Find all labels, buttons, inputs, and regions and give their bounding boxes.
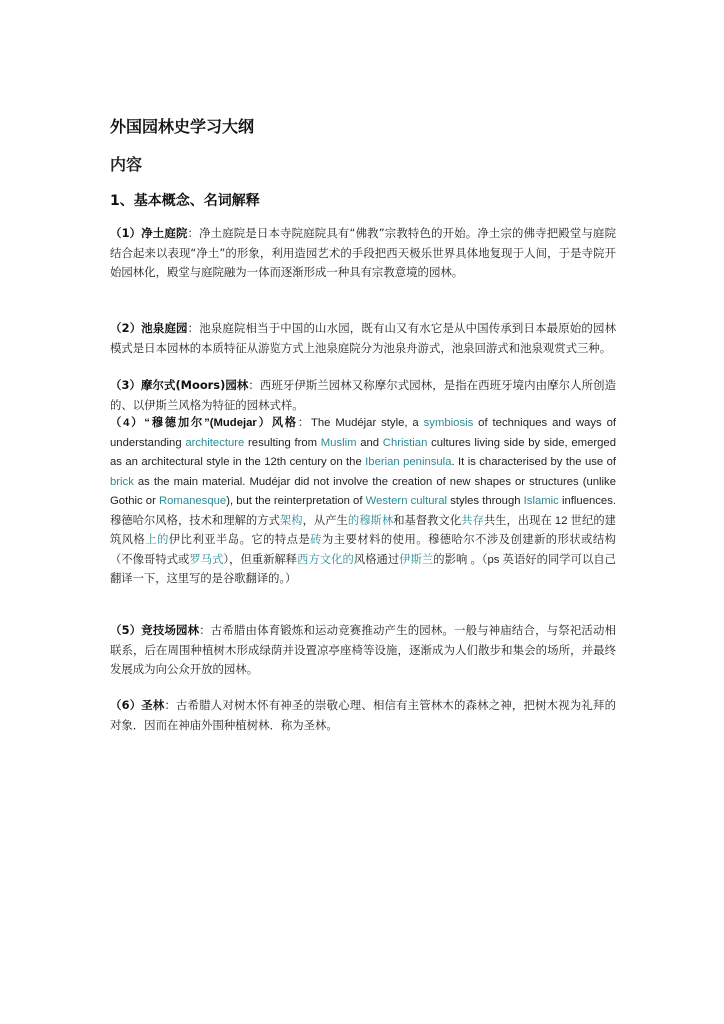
term-label: （6）圣林 [110, 698, 165, 712]
text-segment: styles through [447, 495, 524, 507]
term-definition: ：池泉庭院相当于中国的山水园，既有山又有水它是从中国传承到日本最原始的园林模式是日本园林的本质特征从游览方式上池泉庭院分为池泉舟游式，池泉回游式和池泉观赏式三种。 [110, 321, 616, 355]
hyperlink[interactable]: Muslim [320, 436, 357, 449]
term-pure-land-garden [110, 224, 616, 283]
term-moorish-garden [110, 376, 616, 415]
hyperlink[interactable]: 的穆斯林 [347, 514, 394, 527]
document-title: 外国园林史学习大纲 [110, 117, 255, 136]
hyperlink[interactable]: architecture [185, 436, 245, 449]
hyperlink[interactable]: Iberian peninsula [365, 456, 452, 468]
hyperlink[interactable]: Romanesque [158, 495, 227, 507]
term-label: （5）竞技场园林 [110, 623, 200, 637]
text-segment: ), but the reinterpretation of [226, 495, 366, 507]
hyperlink[interactable]: symbiosis [423, 417, 474, 429]
text-segment: ，从产生 [302, 514, 348, 527]
hyperlink[interactable]: 罗马式 [189, 553, 224, 566]
term-stadium-garden [110, 621, 616, 680]
text-segment: 的影响 。（ps 英语好的同学可以自己翻译一下，这里写的是谷歌翻译的。） [110, 553, 616, 585]
text-segment: influences. 穆德哈尔风格，技术和理解的方式 [110, 495, 616, 527]
hyperlink[interactable]: Christian [382, 436, 428, 449]
term-label: （1）净土庭院 [110, 226, 188, 240]
term-definition: ：西班牙伊斯兰园林又称摩尔式园林，是指在西班牙境内由摩尔人所创造的、以伊斯兰风格为特征的园林式样。 [110, 378, 616, 412]
term-definition: ：净土庭院是日本寺院庭院具有“佛教”宗教特色的开始。净土宗的佛寺把殿堂与庭院结合起来以表现“净土”的形象，利用造园艺术的手段把西天极乐世界具体地复现于人间，于是寺院开始园林化，殿堂与庭院融为一体而逐渐形成一种具有宗教意境的园林。 [110, 226, 616, 279]
term-definition [110, 417, 616, 585]
text-segment: 伊比利亚半岛。它的特点是 [168, 534, 311, 546]
text-segment: and [356, 436, 383, 449]
text-segment: as the main material. Mudéjar did not involve the creation of new shapes or structures (unlike Gothic or [110, 475, 616, 507]
term-label: （2）池泉庭园 [110, 321, 188, 335]
term-label: （3）摩尔式(Moors)园林 [110, 378, 249, 392]
text-segment: 风格通过 [353, 553, 400, 566]
hyperlink[interactable]: 西方文化的 [297, 553, 354, 566]
hyperlink[interactable]: brick [110, 475, 134, 488]
text-segment: ：The Mudéjar style, a [297, 417, 424, 429]
section-subtitle: 内容 [110, 155, 143, 174]
text-segment: of techniques and ways of understanding [110, 417, 616, 449]
text-segment: . It is characterised by the use of [451, 456, 617, 468]
term-sacred-grove [110, 696, 616, 735]
section-heading: 1、基本概念、名词解释 [110, 193, 260, 209]
hyperlink[interactable]: 伊斯兰 [399, 553, 434, 566]
hyperlink[interactable]: 共存 [461, 514, 484, 527]
hyperlink[interactable]: Western cultural [365, 495, 448, 507]
text-segment: cultures living side by side, emerged as an architectural style in the 12th century on the [110, 436, 616, 468]
text-segment: 共生，出现在 12 世纪的建筑风格 [110, 514, 616, 546]
term-definition: ：古希腊由体育锻炼和运动竞赛推动产生的园林。一般与神庙结合，与祭祀活动相联系，后在周围种植树木形成绿荫并设置凉亭座椅等设施，逐渐成为人们散步和集会的场所，并最终发展成为向公众开放的园林。 [110, 623, 616, 676]
text-segment: 为主要材料的使用。穆德哈尔不涉及创建新的形状或结构（不像哥特式或 [110, 534, 616, 566]
hyperlink[interactable]: Islamic [523, 495, 559, 507]
text-segment: resulting from [244, 436, 321, 449]
term-mudejar-style [110, 414, 616, 590]
term-label: （4）“穆德加尔”(Mudejar）风格 [110, 417, 298, 429]
text-segment: 和基督教文化 [393, 514, 462, 527]
term-pond-spring-garden [110, 319, 616, 358]
text-segment: ），但重新解释 [223, 553, 298, 566]
term-definition: ：古希腊人对树木怀有神圣的崇敬心理、相信有主管林木的森林之神，把树木视为礼拜的对象．因而在神庙外围种植树林．称为圣林。 [110, 698, 616, 732]
hyperlink[interactable]: 架构 [279, 514, 303, 527]
hyperlink[interactable]: 砖 [310, 534, 323, 546]
hyperlink[interactable]: 上的 [145, 534, 169, 546]
